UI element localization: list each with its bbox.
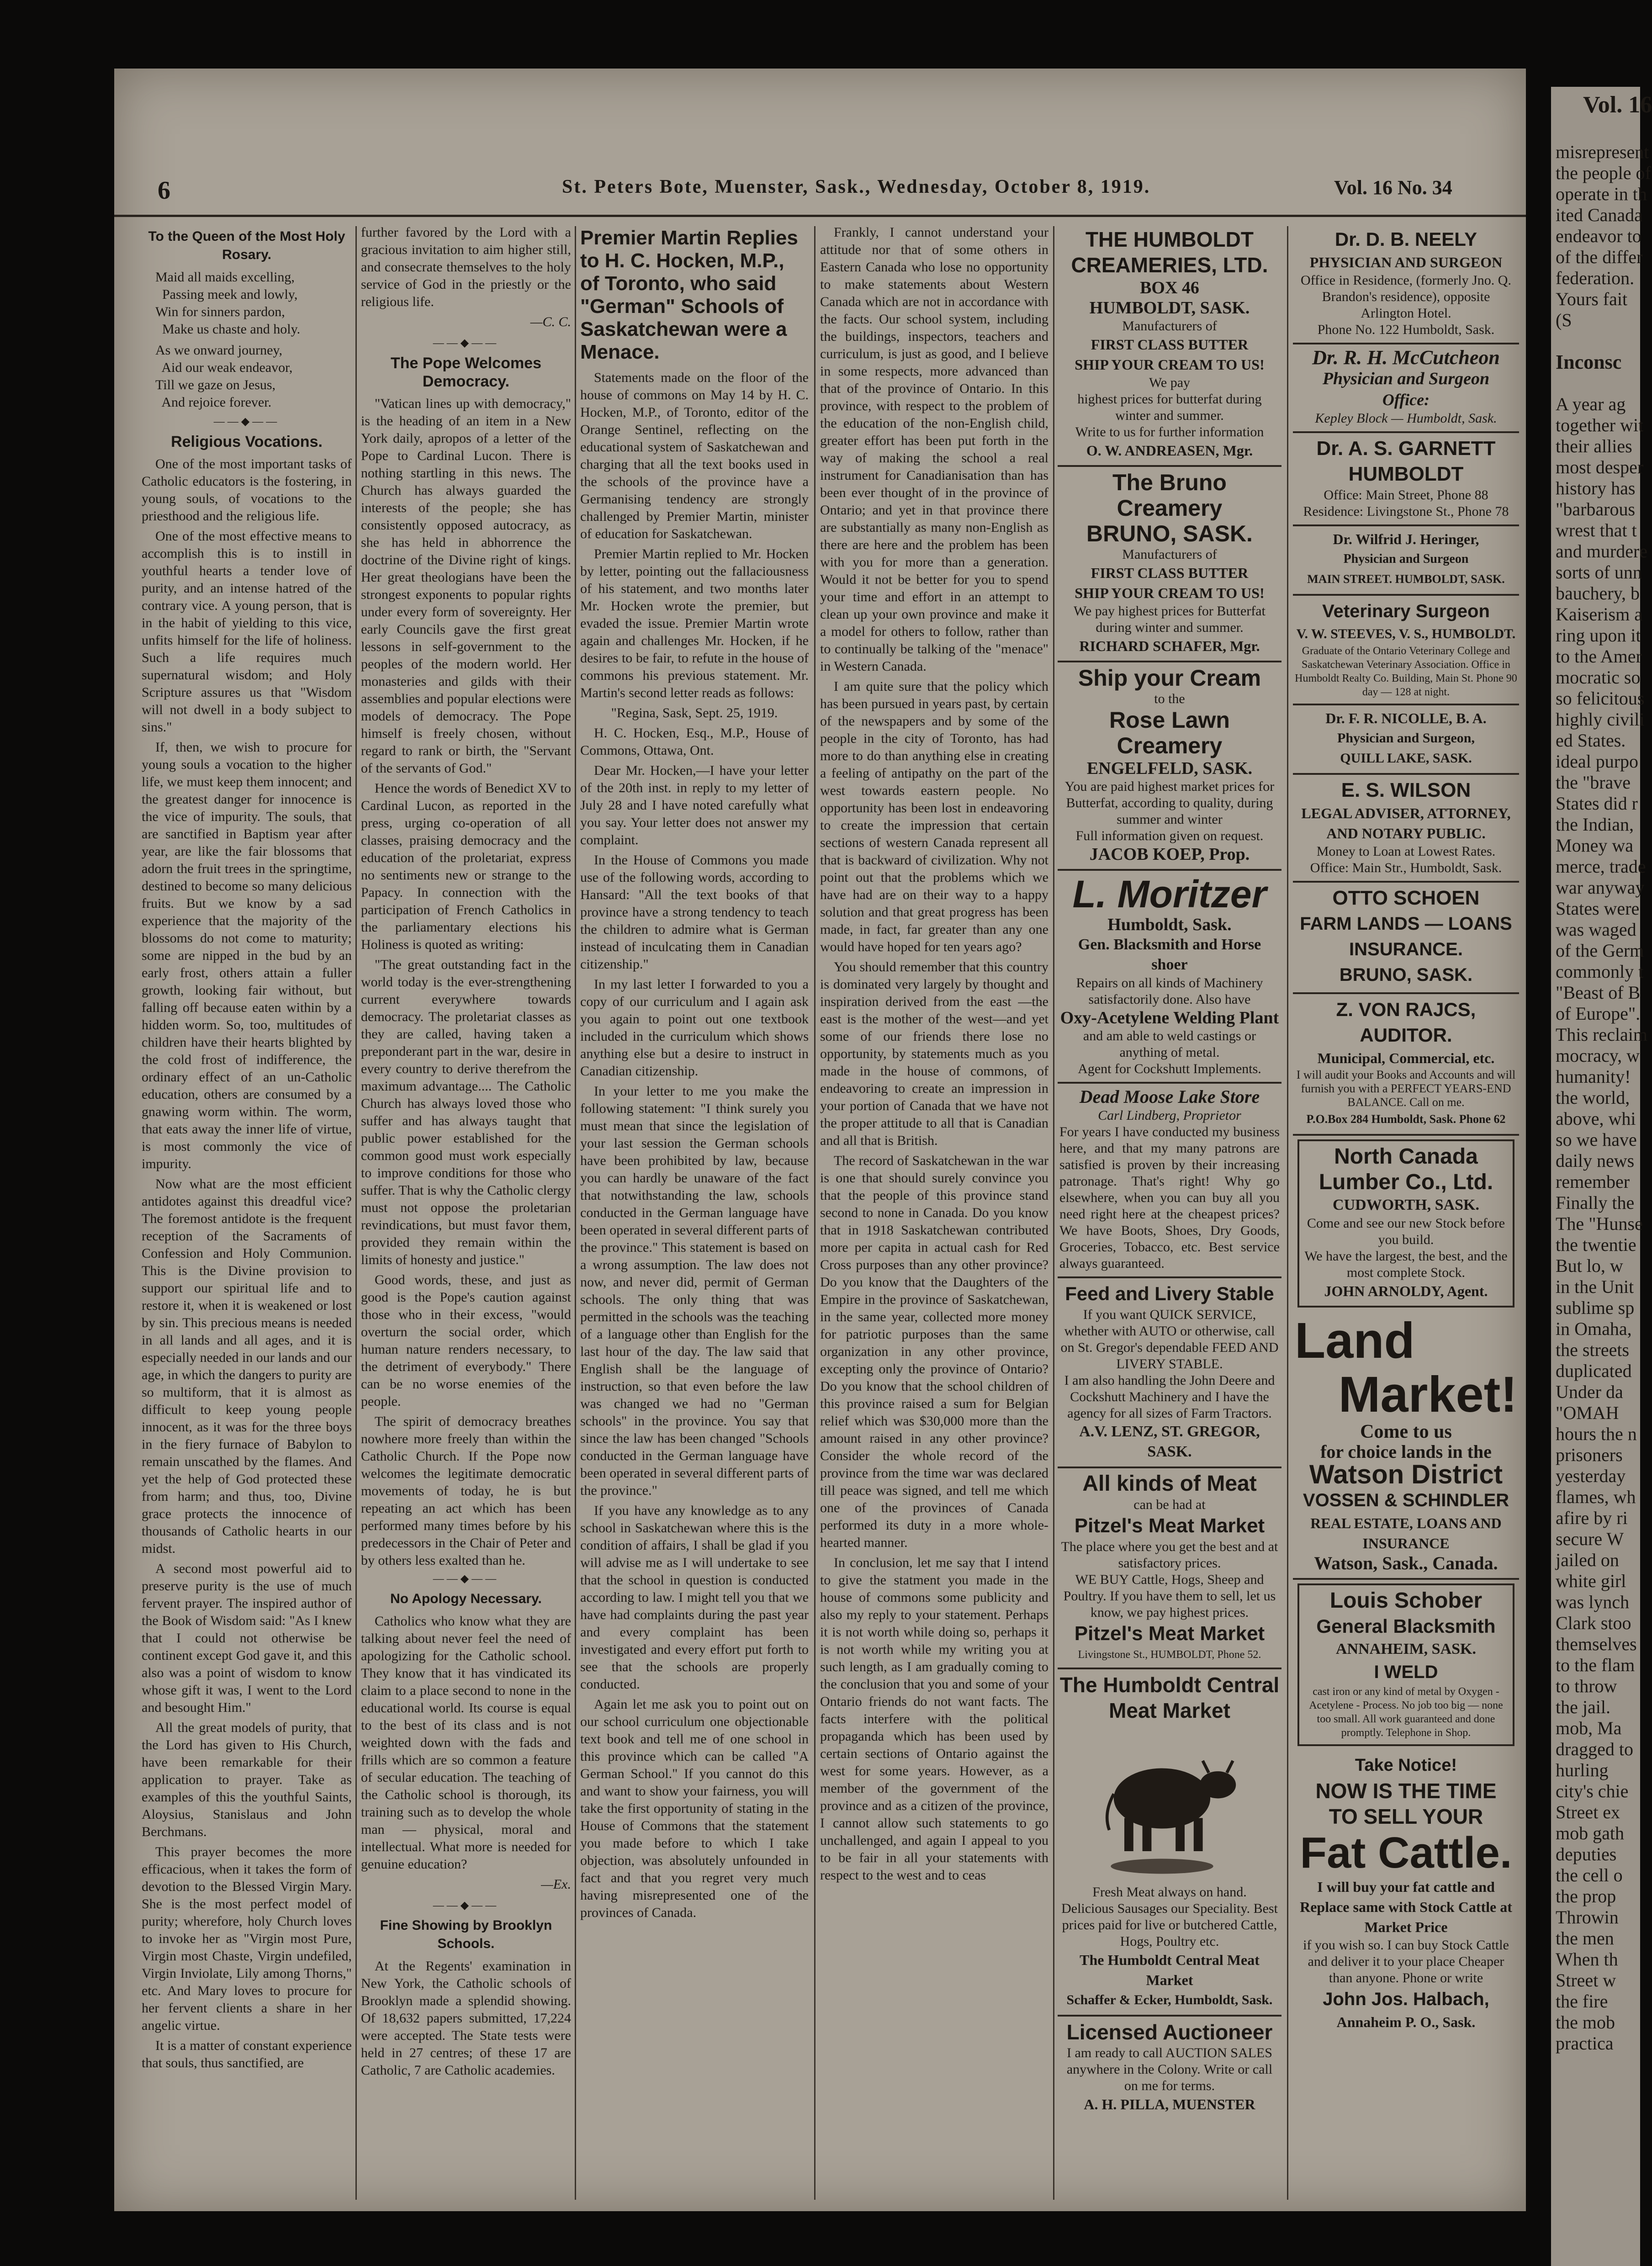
ad-north-canada-lumber: North Canada Lumber Co., Ltd. CUDWORTH, SASK. Come and see our new Stock before you build. We have the largest, the best, and the most complete Stock. JOHN ARNOLDY, Agent. — [1297, 1139, 1514, 1308]
adjacent-page-line: the Indian, — [1556, 814, 1634, 835]
cow-icon — [1094, 1731, 1245, 1881]
adjacent-page-line: bauchery, b — [1556, 583, 1640, 604]
paragraph: This prayer becomes the more efficacious, when it takes the form of devotion to the Blessed Virgin Mary. She is the most perfect model of purity; wherefore, holy Church loves to invoke her as "Virgin most Pure, Virgin most Chaste, Virgin undefiled, Virgin Inviolate, Lily among Thorns," etc. And Mary loves to procure for her fervent clients a share in her angelic virtue. — [142, 1844, 352, 2033]
ad-es-wilson: E. S. WILSON LEGAL ADVISER, ATTORNEY, AND NOTARY PUBLIC. Money to Loan at Lowest Rates. Office: Main Str., Humboldt, Sask. — [1293, 775, 1519, 883]
ad-humboldt-creameries: THE HUMBOLDT CREAMERIES, LTD. BOX 46 HUMBOLDT, SASK. Manufacturers of FIRST CLASS BUTTER SHIP YOUR CREAM TO US! We pay highest prices for butterfat during winter and summer. Write to us for further information O. W. ANDREASEN, Mgr. — [1058, 224, 1281, 467]
adjacent-page-line: endeavor to — [1556, 226, 1641, 246]
adjacent-page-line: so felicitous — [1556, 688, 1645, 709]
divider: ——◆—— — [433, 337, 499, 349]
adjacent-page-line: ited Canada — [1556, 205, 1642, 225]
adjacent-page-line: dragged to — [1556, 1739, 1633, 1759]
ad-dr-nicolle: Dr. F. R. NICOLLE, B. A. Physician and Surgeon, QUILL LAKE, SASK. — [1293, 705, 1519, 775]
adjacent-page-line: in the Unit — [1556, 1276, 1634, 1297]
adjacent-page-line: to the flam — [1556, 1655, 1635, 1675]
ad-dead-moose-lake-store: Dead Moose Lake Store Carl Lindberg, Proprietor For years I have conducted my business here, and that my many patrons are satisfied is proven by their increasing patronage. That's right! Why go elsewhere, when you can buy all you need right here at the cheapest prices? We have Boots, Shoes, Dry Goods, Groceries, Tobacco, etc. Best service always guaranteed. — [1058, 1084, 1281, 1278]
adjacent-page-line: States were — [1556, 898, 1640, 919]
adjacent-page-line: ideal purpo — [1556, 751, 1639, 772]
ad-fat-cattle: Take Notice! NOW IS THE TIME TO SELL YOUR Fat Cattle. I will buy your fat cattle and Replace same with Stock Cattle at Market Price if you wish so. I can buy Stock Cattle and deliver it to your place Cheaper than anyone. Phone or write John Jos. Halbach, Annaheim P. O., Sask. — [1300, 1756, 1512, 2030]
paragraph: Again let me ask you to point out on our school curriculum one objectionable text book and tell me of one school in this province which can be called "A German School." If you cannot do this and want to show your fairness, you will take the first opportunity of stating in the House of Commons that the statement you made before to which I take objection, was absolutely unfounded in fact and that you regret very much having misrepresented one of the provinces of Canada. — [580, 1697, 809, 1920]
adjacent-page-line: daily news — [1556, 1150, 1635, 1171]
adjacent-page-line: flames, wh — [1556, 1487, 1636, 1507]
article-title: Religious Vocations. — [171, 433, 323, 450]
column-rule — [575, 226, 576, 2200]
paragraph: Dear Mr. Hocken,—I have your letter of the 20th inst. in reply to my letter of July 28 and I have noted carefully what you say. Your letter does not answer my complaint. — [580, 763, 809, 847]
adjacent-page-line: This reclaim — [1556, 1024, 1648, 1045]
adjacent-page-line: merce, trade — [1556, 856, 1646, 877]
adjacent-page-line: mocratic so — [1556, 667, 1641, 688]
adjacent-page-line: yesterday — [1556, 1466, 1626, 1486]
adjacent-page-line: "Beast of B — [1556, 982, 1641, 1003]
adjacent-page-line: and murdere — [1556, 541, 1648, 561]
ad-dr-garnett: Dr. A. S. GARNETT HUMBOLDT Office: Main Street, Phone 88 Residence: Livingstone St., Phone 78 — [1293, 433, 1519, 526]
adjacent-page-line: Clark stoo — [1556, 1613, 1631, 1633]
adjacent-page-line: city's chie — [1556, 1781, 1629, 1801]
adjacent-page-line: Throwin — [1556, 1907, 1619, 1927]
paragraph: In conclusion, let me say that I intend to give the statment you made in the house of commons some publicity and also my reply to your statement. Perhaps it is not worth while doing so, perhaps it is not worth while my writing you at such length, as I am gradually coming to the conclusion that you and some of your Ontario friends do not want facts. The facts interfere with the political propaganda which has been used by certain sections of Ontario against the west for some years. However, as a member of the government of the province and as a citizen of the province, I cannot allow such statements to go unchallenged, and again I appeal to you to be fair in all your statements with respect to the west and to ceas — [820, 1555, 1048, 1883]
adjacent-page-line: their allies — [1556, 436, 1632, 456]
adjacent-page-line: was waged — [1556, 919, 1636, 940]
paragraph: If you have any knowledge as to any school in Saskatchewan where this is the condition of affairs, I shall be glad if you will advise me as I will undertake to see that the school in question is conducted according to law. I might tell you that we have had complaints during the past year and every complaint has been investigated and every effort put forth to see that the schools are properly conducted. — [580, 1503, 809, 1692]
divider: ——◆—— — [433, 1573, 499, 1585]
paragraph: A second most powerful aid to preserve purity is the use of much fervent prayer. The inspired author of the Book of Wisdom said: "As I knew that I could not otherwise be continent except God gave it, and this also was a point of wisdom to know whose gift it was, I went to the Lord and besought Him." — [142, 1561, 352, 1715]
ad-licensed-auctioneer: Licensed Auctioneer I am ready to call AUCTION SALES anywhere in the Colony. Write or call on me for terms. A. H. PILLA, MUENSTER — [1066, 2020, 1273, 2112]
adjacent-page-line: the streets — [1556, 1339, 1630, 1360]
adjacent-page-volume: Vol. 16 — [1583, 92, 1652, 118]
article-title: Premier Martin Replies to H. C. Hocken, M.P., of Toronto, who said "German" Schools of Saskatchewan were a Menace. — [580, 227, 798, 363]
cattle-illustration — [1094, 1731, 1245, 1881]
adjacent-page-line: mob, Ma — [1556, 1718, 1622, 1738]
adjacent-page-line: to the Amer — [1556, 646, 1642, 667]
adjacent-page-line: duplicated — [1556, 1361, 1632, 1381]
ad-louis-schober: Louis Schober General Blacksmith ANNAHEIM, SASK. I WELD cast iron or any kind of metal by Oxygen - Acetylene - Process. No job too big — none too small. All work guaranteed and done promptly. Telephone in Shop. — [1297, 1583, 1514, 1746]
paragraph: If, then, we wish to procure for young souls a vocation to the higher life, we must keep them innocent; and the greatest danger for innocence is the vice of impurity. The souls, that are sanctified in Baptism year after year, are like the fair blossoms that adorn the fruit trees in the springtime, destined to become so many delicious fruits. But we know by a sad experience that the majority of the blossoms do not come to maturity; some are nipped in the bud by an early frost, others attain a fuller growth, looking fair without, but falling off because eaten within by a hidden worm. So, too, multitudes of children have their hearts blighted by the cold frost of indifference, the ordinary effect of an un-Catholic education, others are consumed by a gnawing worm within. The worm, that eats away the inner life of virtue, is most commonly the vice of impurity. — [142, 740, 352, 1171]
divider: ——◆—— — [433, 1900, 499, 1911]
adjacent-page-line — [1556, 373, 1640, 394]
adjacent-page-line: the twentie — [1556, 1234, 1636, 1255]
adjacent-page-line: Finally the — [1556, 1192, 1635, 1213]
adjacent-page-line: Under da — [1556, 1382, 1623, 1402]
adjacent-page-line: "OMAH — [1556, 1403, 1619, 1423]
ad-pitzels-meat-market: All kinds of Meat can be had at Pitzel's Meat Market The place where you get the best and at satisfactory prices. WE BUY Cattle, Hogs, Sheep and Poultry. If you have them to sell, let us know, we pay highest prices. Pitzel's Meat Market Livingstone St., HUMBOLDT, Phone 52. — [1058, 1468, 1281, 1669]
adjacent-page-line: mocracy, w — [1556, 1045, 1640, 1066]
adjacent-page-line: most desper — [1556, 457, 1644, 477]
column-rule — [1287, 226, 1288, 2200]
poem-stanza: Maid all maids excelling, Passing meek and lowly, Win for sinners pardon, Make us chaste and holy. — [155, 270, 301, 337]
poem-stanza: As we onward journey, Aid our weak endeavor, Till we gaze on Jesus, And rejoice forever. — [155, 343, 293, 410]
ad-land-market: Land Market! Come to us for choice lands in the Watson District VOSSEN & SCHINDLER REAL ESTATE, LOANS AND INSURANCE Watson, Sask., Canada. — [1293, 1311, 1519, 1580]
adjacent-page-line: of the differ — [1556, 247, 1643, 267]
adjacent-page-line: hours the n — [1556, 1424, 1637, 1444]
divider: ——◆—— — [213, 416, 280, 428]
paragraph: H. C. Hocken, Esq., M.P., House of Commons, Ottawa, Ont. — [580, 725, 809, 758]
ad-veterinary-surgeon: Veterinary Surgeon V. W. STEEVES, V. S., HUMBOLDT. Graduate of the Ontario Veterinary College and Saskatchewan Veterinary Association. Office in Humboldt Realty Co. Building, Main St. Phone 90 day — 128 at night. — [1293, 596, 1519, 705]
paragraph: "The great outstanding fact in the world today is the ever-strengthening current everywhere towards democracy. The proletariat classes as they are called, having taken a preponderant part in the war, desire in every country to derive therefrom the maximum advantage.... The Catholic Church has always loved those who suffer and has always taught that public power established for the common good must work especially to improve conditions for those who suffer. That is why the Catholic clergy must not oppose the proletarian revindications, but must favor them, provided they remain within the limits of honesty and justice." — [361, 957, 571, 1267]
column-4 — [820, 224, 1048, 2202]
paragraph: It is a matter of constant experience that souls, thus sanctified, are — [142, 2038, 352, 2070]
adjacent-page-line: remember — [1556, 1171, 1630, 1192]
adjacent-page-line: sublime sp — [1556, 1297, 1635, 1318]
adjacent-page-line: operate in th — [1556, 184, 1647, 204]
paragraph: I am quite sure that the policy which has been pursued in years past, by certain of the newspapers and by some of the people in the city of Toronto, has had more to do than anything else in creating a feeling of antipathy on the part of the west towards eastern people. No opportunity has been lost in endeavoring to create the impression that certain sections of western Canada represent all that is backward of civilization. Why not point out that the problems which we have had are on their way to a happy solution and that great progress has been made, in fact, far greater than any one would have hoped for ten years ago? — [820, 679, 1048, 954]
paragraph: In your letter to me you make the following statement: "I think surely you must mean that since the legislation of your last session the German schools have been prohibited by law, because you can hardly be unaware of the fact that notwithstanding the law, schools conducted in the German language have been operated in several different parts of the province." This statement is based on a wrong assumption. The law does not now, and never did, permit of German schools. The only thing that was permitted in the schools was the teaching of a language other than English for the last hour of the day. The law said that English shall be the language of instruction, so that even before the law was changed we had no "German schools" in the province. You say that since the law has been changed "Schools conducted in the German language have been operated in several different parts of the province." — [580, 1084, 809, 1498]
paragraph: One of the most important tasks of Catholic educators is the fostering, in young souls, of vocations to the priesthood and the religious life. — [142, 456, 352, 524]
ad-dr-neely: Dr. D. B. NEELY PHYSICIAN AND SURGEON Office in Residence, (formerly Jno. Q. Brandon's residence), opposite Arlington Hotel. Phone No. 122 Humboldt, Sask. — [1293, 224, 1519, 344]
column-1 — [142, 224, 352, 2202]
adjacent-page-line: so we have — [1556, 1129, 1637, 1150]
adjacent-page-line: practica — [1556, 2033, 1614, 2054]
adjacent-page-line: When th — [1556, 1949, 1618, 1970]
paragraph: Premier Martin replied to Mr. Hocken by letter, pointing out the fallaciousness of his statement, and two months later Mr. Hocken wrote the premier, but evaded the issue. Premier Martin wrote again and challenges Mr. Hocken, if he desires to be fair, to refute in the house of commons his previous statement. Mr. Martin's second letter reads as follows: — [580, 546, 809, 700]
column-5-ads — [1058, 224, 1281, 2202]
ad-von-rajcs-auditor: Z. VON RAJCS, AUDITOR. Municipal, Commercial, etc. I will audit your Books and Accounts and will furnish you with a PERFECT YEARS-END BALANCE. Call on me. P.O.Box 284 Humboldt, Sask. Phone 62 — [1293, 994, 1519, 1136]
adjacent-page-line: history has — [1556, 478, 1636, 498]
adjacent-page-line: A year ag — [1556, 394, 1626, 414]
adjacent-page-line: of Europe". — [1556, 1003, 1641, 1024]
paragraph: The spirit of democracy breathes nowhere more freely than within the Catholic Church. If the Pope now welcomes the legitimate democratic movements of today, he is but repeating an act which has been performed many times before by his predecessors in the Chair of Peter and by others less exalted than he. — [361, 1414, 571, 1568]
adjacent-page-line: misrepresent — [1556, 142, 1649, 162]
adjacent-page-line: ed States. — [1556, 730, 1626, 751]
adjacent-page-line: the cell o — [1556, 1865, 1623, 1885]
paragraph: Frankly, I cannot understand your attitude nor that of some others in Eastern Canada who lose no opportunity to make statements about Western Canada which are not in accordance with the facts. Our school system, including the buildings, inspectors, teachers and curriculum, is just as good, and I believe in some respects, more advanced than that of the province of Ontario. In this province, with respect to the problem of the education of the non-English child, greater effort has been put forth in the way of making the school a real instrument for Canadianisation than has been ever thought of in the province of Ontario; and yet in that province there are substantially as many non-English as there are here and the problem has been with you for more than a generation. Would it not be better for you to spend your time and effort in an attempt to clean up your own province and make it a model for others to follow, rather than to continually be talking of the "menace" in Western Canada. — [820, 225, 1048, 674]
column-3 — [580, 224, 809, 2202]
column-6-ads — [1293, 224, 1519, 2202]
adjacent-page-line: to throw — [1556, 1676, 1617, 1696]
ad-bruno-creamery: The Bruno Creamery BRUNO, SASK. Manufacturers of FIRST CLASS BUTTER SHIP YOUR CREAM TO US! We pay highest prices for Butterfat during winter and summer. RICHARD SCHAFER, Mgr. — [1058, 467, 1281, 662]
article-title: Fine Showing by Brooklyn Schools. — [380, 1918, 552, 1951]
paragraph: Hence the words of Benedict XV to Cardinal Lucon, as reported in the press, urging co-operation of all classes, praising democracy and the education of the proletariat, express no sentiments new or strange to the Papacy. In connection with the participation of French Catholics in the parliamentary elections his Holiness is quoted as writing: — [361, 781, 571, 952]
adjacent-page-line: highly civili — [1556, 709, 1645, 730]
adjacent-page-line: ring upon it — [1556, 625, 1641, 646]
adjacent-page-line: mob gath — [1556, 1823, 1624, 1843]
adjacent-page-line: wrest that t — [1556, 520, 1637, 540]
adjacent-page-line: commonly t — [1556, 961, 1644, 982]
adjacent-page-line: the "brave — [1556, 772, 1631, 793]
adjacent-page-line: the prop — [1556, 1886, 1616, 1906]
paragraph: Statements made on the floor of the house of commons on May 14 by H. C. Hocken, M.P., of Toronto, editor of the Orange Sentinel, reflecting on the educational system of Saskatchewan and charging that all the text books used in the schools of the province have a Germanising tendency are strongly challenged by Premier Martin, minister of education for Saskatchewan. — [580, 370, 809, 541]
ad-humboldt-central-meat-market: The Humboldt Central Meat Market Fresh Meat always on hand. Delicious Sausages our Speciality. Best prices paid for live or butchered Cattle, Hogs, Poultry etc. The Humboldt Central Meat Market Schaffer & Ecker, Humboldt, Sask. — [1058, 1669, 1281, 2017]
adjacent-page-line: white girl — [1556, 1571, 1626, 1591]
adjacent-page-line: in Omaha, — [1556, 1318, 1632, 1339]
paragraph: All the great models of purity, that the Lord has given to His Church, have been remarkable for their application to prayer. Take as examples of this the youthful Saints, Aloysius, Stanislaus and John Berchmans. — [142, 1720, 352, 1839]
paragraph: In my last letter I forwarded to you a copy of our curriculum and I again ask you again to point out one textbook included in the curriculum which shows anything else but a desire to instruct in Canadian citizenship. — [580, 977, 809, 1079]
poem-title: To the Queen of the Most Holy Rosary. — [148, 229, 345, 262]
adjacent-page-line: the world, — [1556, 1087, 1630, 1108]
adjacent-page-line: together wit — [1556, 415, 1644, 435]
adjacent-page-line: Street ex — [1556, 1802, 1620, 1822]
adjacent-page-line: sorts of unn — [1556, 562, 1642, 582]
adjacent-page-line: The "Hunse — [1556, 1213, 1643, 1234]
adjacent-page-line: (S — [1556, 310, 1572, 330]
ad-otto-schoen: OTTO SCHOEN FARM LANDS — LOANS INSURANCE. BRUNO, SASK. — [1293, 883, 1519, 994]
article-title: No Apology Necessary. — [390, 1591, 542, 1606]
paragraph: One of the most effective means to accomplish this is to instill in youthful hearts a tender love of purity, and an intense hatred of the contrary vice. A young person, that is in the habit of yielding to this vice, unfits himself for the life of holiness. Such a life requires much supernatural wisdom; and Holy Scripture assures us that "Wisdom will not dwell in a body subject to sins." — [142, 529, 352, 735]
adjacent-page-line: Street w — [1556, 1970, 1616, 1991]
paragraph: The record of Saskatchewan in the war is one that should surely convince you that the people of this province stand second to none in Canada. Do you know that in 1918 Saskatchewan contributed more per capita in actual cash for Red Cross purposes than any other province? Do you know that the Daughters of the Empire in the province of Saskatchewan, in the same year, collected more money for patriotic purposes than the same organization in any other province, excepting only the province of Ontario? Do you know that the school children of this province raised a sum for Belgian relief which was $30,000 more than the amount raised in any other province? Consider the whole record of the province from the time war was declared till peace was signed, and tell me which one of the provinces of Canada performed its duty in a more whole-hearted manner. — [820, 1153, 1048, 1550]
adjacent-page-line: was lynch — [1556, 1592, 1630, 1612]
column-2 — [361, 224, 571, 2202]
paragraph: Now what are the most efficient antidotes against this dreadful vice? The foremost antidote is the frequent reception of the Sacraments of Confession and Holy Communion. This is the Divine provision to support our spiritual life and to restore it, when it is weakened or lost by sin. This precious means is needed in all lands and all ages, and it is especially needed in our lands and our age, in which the dangers to purity are so multiform, that it is almost as difficult to keep young people innocent, as it was for the three boys in the fiery furnace of Babylon to remain unscathed by the flames. And yet the help of God protected these from harm; and thus, too, Divine grace protects the innocence of thousands of Catholic hearts in our midst. — [142, 1176, 352, 1556]
adjacent-page-line: "barbarous — [1556, 499, 1636, 519]
header-rule — [114, 174, 1526, 217]
adjacent-page-line: afire by ri — [1556, 1508, 1628, 1528]
newspaper-page — [114, 69, 1526, 2211]
paragraph: Good words, these, and just as good is the Pope's caution against those who in their excess, "would overturn the social order, which human nature renders necessary, to the detriment of everybody." There can be no worse enemies of the people. — [361, 1272, 571, 1409]
adjacent-page-line: war anyway — [1556, 877, 1645, 898]
signature: —Ex. — [541, 1877, 571, 1892]
adjacent-page-line: the mob — [1556, 2012, 1615, 2033]
adjacent-page-line: States did r — [1556, 793, 1638, 814]
adjacent-page-line: Yours fait — [1556, 289, 1628, 309]
paragraph: Catholics who know what they are talking about never feel the need of apologizing for the Catholic school. They know that it has vindicated its claim to a place second to none in the educational world. Its course is equal to the best of its class and is not weighted down with the fads and frills which are so common a feature of secular education. The teaching of the Catholic school is thorough, its training such as to develop the whole man — physical, moral and intellectual. What more is needed for genuine education? — [361, 1614, 571, 1872]
adjacent-page-line: Kaiserism a — [1556, 604, 1642, 625]
adjacent-page-line: the jail. — [1556, 1697, 1610, 1717]
adjacent-page-line: themselves — [1556, 1634, 1637, 1654]
ad-moritzer: L. Moritzer Humboldt, Sask. Gen. Blacksmith and Horse shoer Repairs on all kinds of Machinery satisfactorily done. Also have Oxy-Acetylene Welding Plant and am able to weld castings or anything of metal. Agent for Cockshutt Implements. — [1058, 871, 1281, 1084]
ad-rose-lawn-creamery: Ship your Cream to the Rose Lawn Creamery ENGELFELD, SASK. You are paid highest market prices for Butterfat, according to quality, during summer and winter Full information given on request. JACOB KOEP, Prop. — [1058, 662, 1281, 871]
ad-dr-heringer: Dr. Wilfrid J. Heringer, Physician and Surgeon MAIN STREET. HUMBOLDT, SASK. — [1293, 526, 1519, 596]
adjacent-page-line: prisoners — [1556, 1445, 1623, 1465]
paragraph: You should remember that this country is dominated very largely by thought and inspiration derived from the east —the east is the mother of the west—and yet some of our friends there lose no opportunity, by statements much as you made in the house of commons, of endeavoring to create an impression in your portion of Canada that we have not the proper attitude to all that is Canadian and all that is British. — [820, 959, 1048, 1148]
column-rule — [355, 226, 357, 2200]
adjacent-page-line: the men — [1556, 1928, 1614, 1948]
adjacent-page-line: secure W — [1556, 1529, 1624, 1549]
adjacent-page-line: deputies — [1556, 1844, 1617, 1864]
adjacent-page-line: humanity! — [1556, 1066, 1631, 1087]
paragraph: further favored by the Lord with a gracious invitation to aim higher still, and consecrate themselves to the holy service of God in the priestly or the religious life. — [361, 225, 571, 309]
adjacent-page-line — [1556, 331, 1640, 352]
adjacent-page-line: the people of — [1556, 163, 1651, 183]
paragraph: "Vatican lines up with democracy," is the heading of an item in a New York daily, apropos of a letter of the Pope to Cardinal Lucon. There is nothing startling in this news. The Church has always guarded the interests of the people; she has consistently opposed autocracy, as she has held in abhorrence the doctrine of the Divine right of kings. Her great theologians have been the strongest exponents to popular rights under every form of sovereignty. Her early Councils gave the first great lessons in self-government to the peoples of the modern world. Her monasteries and gilds with their assemblies and popular elections were models of democracy. The Pope himself is freely chosen, without regard to rank or birth, the "Servant of the servants of God." — [361, 396, 571, 776]
adjacent-page-line: the fire — [1556, 1991, 1608, 2012]
adjacent-page-line: federation. — [1556, 268, 1635, 288]
adjacent-page-line: But lo, w — [1556, 1255, 1623, 1276]
adjacent-page-strip — [1551, 87, 1652, 2266]
paragraph: In the House of Commons you made use of the following words, according to Hansard: "All the text books of that province have a strong tendency to teach the children to admire what is German instead of inculcating them in Canadian citizenship." — [580, 852, 809, 972]
column-rule — [814, 226, 815, 2200]
adjacent-page-line: Inconsc — [1556, 351, 1622, 373]
ad-dr-mccutcheon: Dr. R. H. McCutcheon Physician and Surgeon Office: Kepley Block — Humboldt, Sask. — [1293, 344, 1519, 433]
adjacent-page-line: hurling — [1556, 1760, 1609, 1780]
adjacent-page-line: of the Germ — [1556, 940, 1644, 961]
adjacent-page-line: Money wa — [1556, 835, 1633, 856]
paragraph: At the Regents' examination in New York, the Catholic schools of Brooklyn made a splendid showing. Of 18,632 papers submitted, 17,224 were accepted. The State tests were held in 27 centres; of these 17 are Catholic, 7 are Catholic academies. — [361, 1959, 571, 2078]
adjacent-page-line: jailed on — [1556, 1550, 1619, 1570]
signature: —C. C. — [530, 314, 571, 329]
column-rule — [1053, 226, 1054, 2200]
article-title: The Pope Welcomes Democracy. — [390, 355, 542, 390]
adjacent-page-line: above, whi — [1556, 1108, 1636, 1129]
paragraph: "Regina, Sask, Sept. 25, 1919. — [611, 705, 778, 720]
page-number: 6 — [158, 176, 170, 205]
adjacent-page-text — [1556, 142, 1651, 2054]
volume-number: Vol. 16 No. 34 — [1334, 176, 1452, 199]
masthead: St. Peters Bote, Muenster, Sask., Wednesday, October 8, 1919. — [562, 176, 1151, 197]
ad-feed-livery-stable: Feed and Livery Stable If you want QUICK SERVICE, whether with AUTO or otherwise, call on St. Gregor's dependable FEED AND LIVERY STABLE. I am also handling the John Deere and Cockshutt Machinery and I have the agency for all sizes of Farm Tractors. A.V. LENZ, ST. GREGOR, SASK. — [1058, 1278, 1281, 1468]
